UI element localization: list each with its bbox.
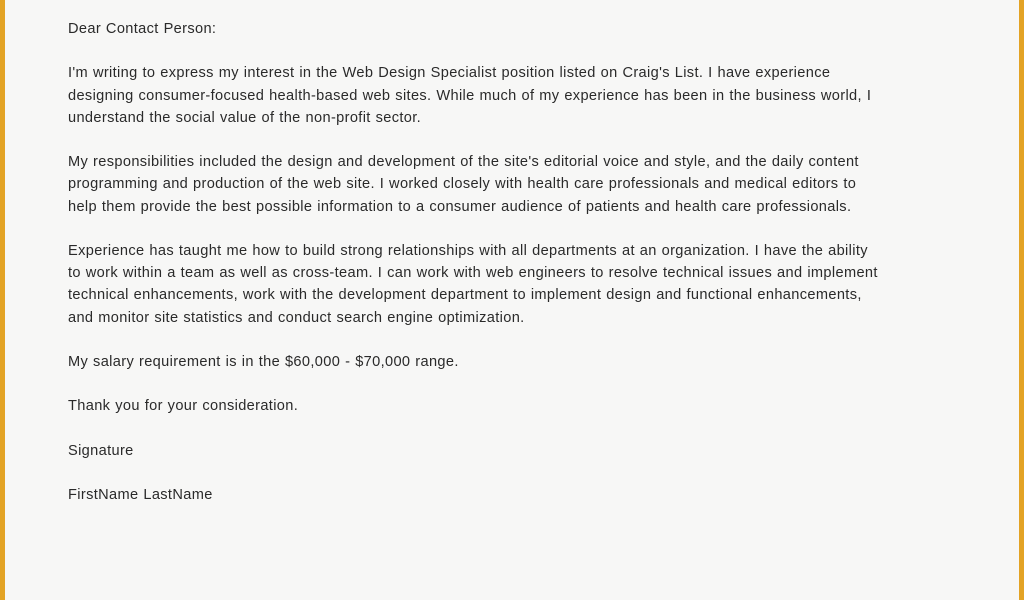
paragraph-line: designing consumer-focused health-based web sites. While much of my experience has been in the business world, I (68, 87, 872, 104)
sender-name: FirstName LastName (68, 487, 213, 504)
paragraph-interest (68, 62, 968, 129)
paragraph-line: to work within a team as well as cross-team. I can work with web engineers to resolve technical issues and implement (68, 265, 878, 282)
paragraph-line: technical enhancements, work with the development department to implement design and functional enhancements, (68, 287, 862, 304)
paragraph-line: Experience has taught me how to build strong relationships with all departments at an organization. I have the ability (68, 242, 868, 259)
salary-requirement: My salary requirement is in the $60,000 - $70,000 range. (68, 353, 459, 370)
paragraph-responsibilities (68, 151, 968, 218)
paragraph-line: programming and production of the web site. I worked closely with health care professionals and medical editors to (68, 176, 857, 193)
signature-label: Signature (68, 442, 134, 459)
paragraph-line: I'm writing to express my interest in the Web Design Specialist position listed on Craig's List. I have experience (68, 65, 831, 82)
paragraph-line: help them provide the best possible information to a consumer audience of patients and health care professionals. (68, 198, 852, 215)
paragraph-line: understand the social value of the non-profit sector. (68, 109, 422, 126)
paragraph-experience (68, 240, 968, 329)
paragraph-line: My responsibilities included the design and development of the site's editorial voice and style, and the daily content (68, 154, 859, 171)
closing-thanks: Thank you for your consideration. (68, 398, 299, 415)
greeting: Dear Contact Person: (68, 21, 217, 37)
paragraph-line: and monitor site statistics and conduct search engine optimization. (68, 309, 525, 326)
letter-body (68, 18, 968, 529)
